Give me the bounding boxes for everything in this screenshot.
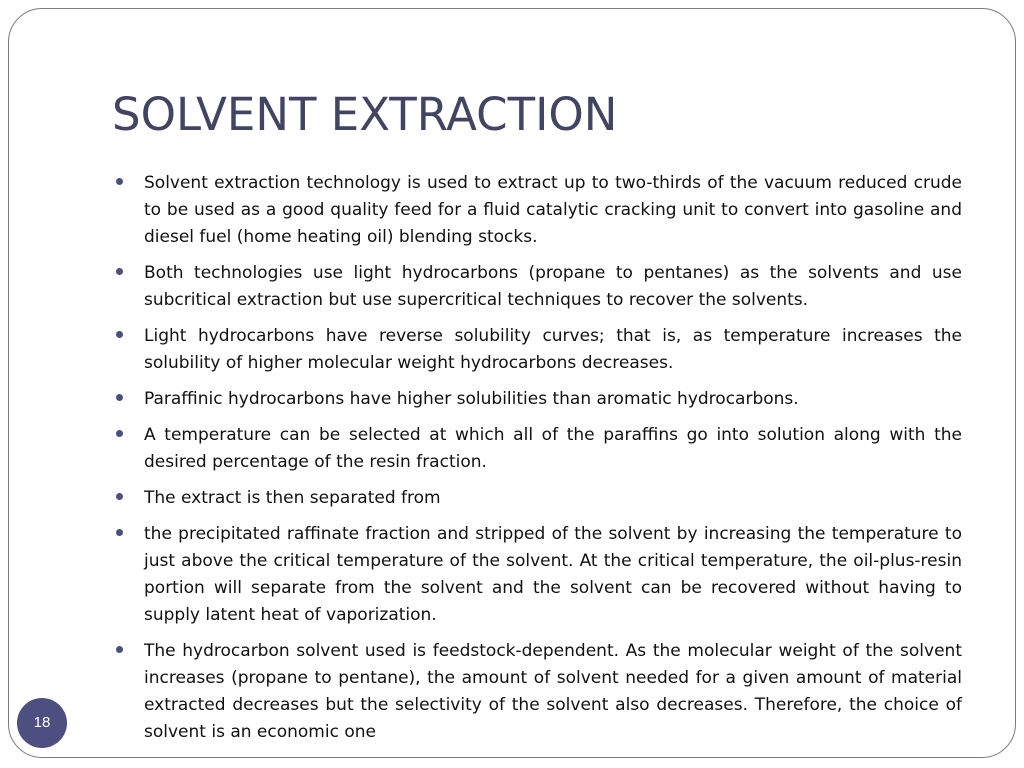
bullet-icon xyxy=(116,493,123,500)
bullet-icon xyxy=(116,646,123,653)
bullet-text: Paraffinic hydrocarbons have higher solubilities than aromatic hydrocarbons. xyxy=(144,389,799,409)
bullet-icon xyxy=(116,331,123,338)
bullet-text: Both technologies use light hydrocarbons (propane to pentanes) as the solvents and use subcritical extraction but use supercritical techniques to recover the solvents. xyxy=(144,263,962,310)
bullet-text: Light hydrocarbons have reverse solubility curves; that is, as temperature increases the solubility of higher molecular weight hydrocarbons decreases. xyxy=(144,326,962,373)
bullet-item xyxy=(116,638,962,746)
bullet-item xyxy=(116,422,962,476)
bullet-text: Solvent extraction technology is used to extract up to two-thirds of the vacuum reduced crude to be used as a good quality feed for a fluid catalytic cracking unit to convert into gasoline and diesel fuel (home heating oil) blending stocks. xyxy=(144,173,962,247)
bullet-item xyxy=(116,170,962,251)
bullet-text: the precipitated raffinate fraction and stripped of the solvent by increasing the temperature to just above the critical temperature of the solvent. At the critical temperature, the oil-plus-resin portion will separate from the solvent and the solvent can be recovered without having to supply latent heat of vaporization. xyxy=(144,524,962,625)
bullet-item xyxy=(116,521,962,629)
bullet-icon xyxy=(116,430,123,437)
bullet-text: A temperature can be selected at which all of the paraffins go into solution along with the desired percentage of the resin fraction. xyxy=(144,425,962,472)
bullet-item xyxy=(116,260,962,314)
bullet-item xyxy=(116,323,962,377)
page-number-badge: 18 xyxy=(17,698,67,748)
bullet-item xyxy=(116,485,962,512)
bullet-icon xyxy=(116,529,123,536)
bullet-text: The extract is then separated from xyxy=(144,488,441,508)
bullet-icon xyxy=(116,178,123,185)
bullet-item xyxy=(116,386,962,413)
bullet-icon xyxy=(116,268,123,275)
bullet-text: The hydrocarbon solvent used is feedstock-dependent. As the molecular weight of the solvent increases (propane to pentane), the amount of solvent needed for a given amount of material extracted decreases but the selectivity of the solvent also decreases. Therefore, the choice of solvent is an economic one xyxy=(144,641,962,742)
bullet-list xyxy=(116,170,962,755)
bullet-icon xyxy=(116,394,123,401)
slide-title: SOLVENT EXTRACTION xyxy=(112,88,618,141)
